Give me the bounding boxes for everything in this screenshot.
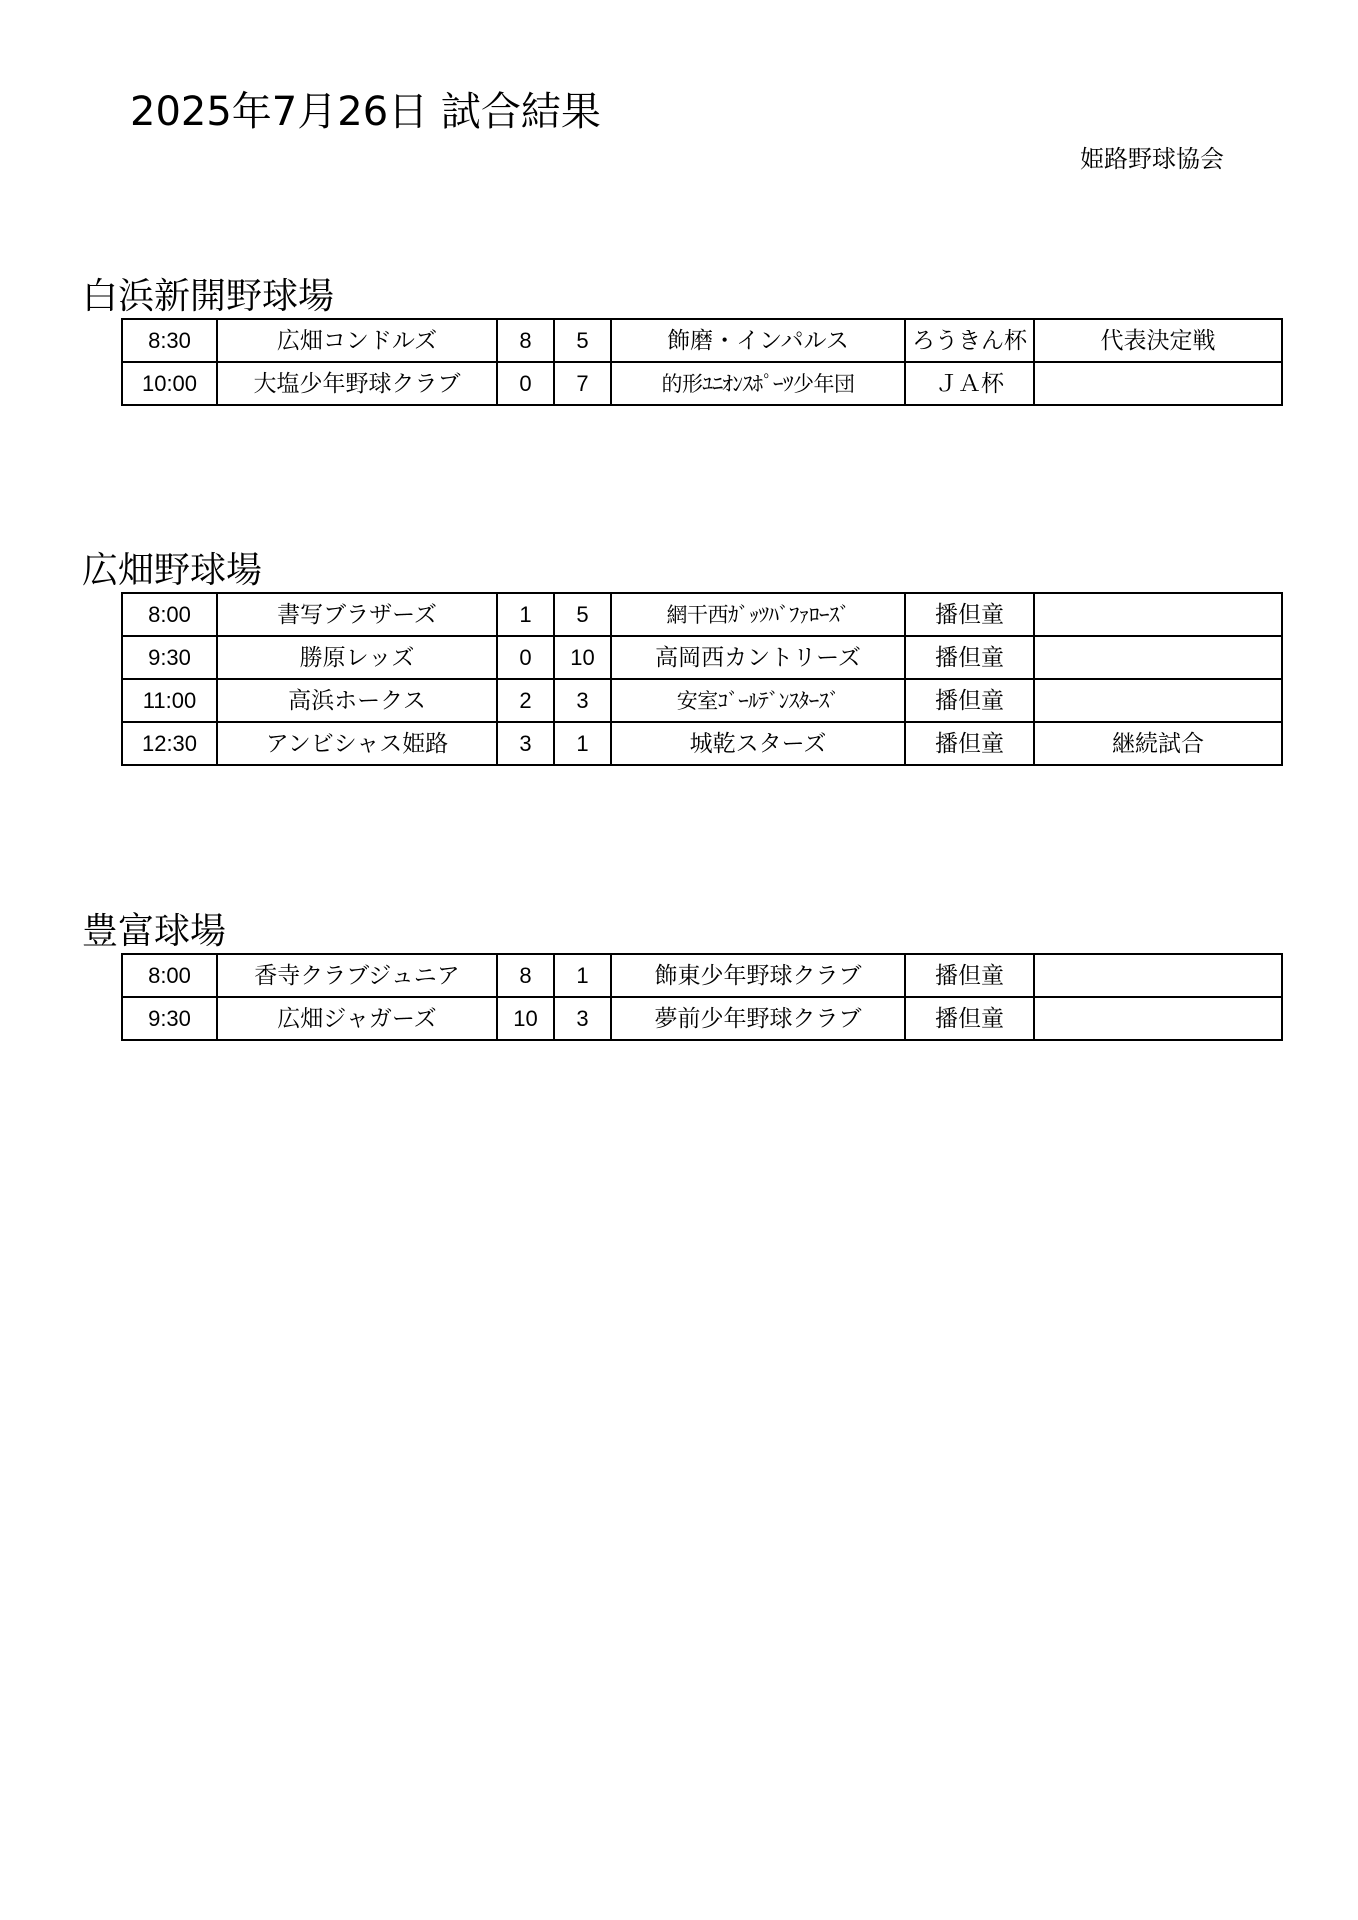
home-score: 1 bbox=[497, 593, 554, 636]
home-team: 高浜ホークス bbox=[217, 679, 497, 722]
cup-name: 播但童 bbox=[905, 679, 1034, 722]
away-team: 高岡西カントリーズ bbox=[611, 636, 905, 679]
organization-name: 姫路野球協会 bbox=[1080, 145, 1224, 173]
away-score: 1 bbox=[554, 722, 611, 765]
game-row bbox=[122, 679, 1282, 722]
venue-name: 広畑野球場 bbox=[82, 550, 263, 591]
home-score: 3 bbox=[497, 722, 554, 765]
game-note: 継続試合 bbox=[1034, 722, 1282, 765]
game-row bbox=[122, 319, 1282, 362]
away-score: 1 bbox=[554, 954, 611, 997]
venue-name: 豊富球場 bbox=[82, 911, 227, 952]
game-row bbox=[122, 636, 1282, 679]
game-time: 11:00 bbox=[122, 679, 217, 722]
game-time: 12:30 bbox=[122, 722, 217, 765]
home-team: 大塩少年野球クラブ bbox=[217, 362, 497, 405]
game-note: 代表決定戦 bbox=[1034, 319, 1282, 362]
home-team: 香寺クラブジュニア bbox=[217, 954, 497, 997]
home-team: 書写ブラザーズ bbox=[217, 593, 497, 636]
home-team: 勝原レッズ bbox=[217, 636, 497, 679]
home-team: 広畑コンドルズ bbox=[217, 319, 497, 362]
cup-name: 播但童 bbox=[905, 593, 1034, 636]
cup-name: ろうきん杯 bbox=[905, 319, 1034, 362]
game-note bbox=[1034, 636, 1282, 679]
game-row bbox=[122, 362, 1282, 405]
game-note bbox=[1034, 362, 1282, 405]
away-team: 飾東少年野球クラブ bbox=[611, 954, 905, 997]
away-team: 城乾スターズ bbox=[611, 722, 905, 765]
cup-name: 播但童 bbox=[905, 954, 1034, 997]
away-score: 5 bbox=[554, 593, 611, 636]
cup-name: ＪＡ杯 bbox=[905, 362, 1034, 405]
away-score: 3 bbox=[554, 997, 611, 1040]
game-time: 9:30 bbox=[122, 997, 217, 1040]
home-score: 8 bbox=[497, 319, 554, 362]
game-note bbox=[1034, 997, 1282, 1040]
home-score: 0 bbox=[497, 636, 554, 679]
game-note bbox=[1034, 954, 1282, 997]
results-table bbox=[121, 592, 1283, 766]
game-row bbox=[122, 722, 1282, 765]
game-time: 8:00 bbox=[122, 954, 217, 997]
page-title: 2025年7月26日 試合結果 bbox=[130, 89, 601, 135]
game-row bbox=[122, 593, 1282, 636]
away-team: 安室ｺﾞｰﾙﾃﾞﾝｽﾀｰｽﾞ bbox=[611, 679, 905, 722]
game-time: 10:00 bbox=[122, 362, 217, 405]
away-team: 的形ﾕﾆｵﾝｽﾎﾟｰﾂ少年団 bbox=[611, 362, 905, 405]
away-score: 10 bbox=[554, 636, 611, 679]
home-score: 2 bbox=[497, 679, 554, 722]
results-table bbox=[121, 318, 1283, 406]
venue-name: 白浜新開野球場 bbox=[82, 276, 335, 317]
home-team: 広畑ジャガーズ bbox=[217, 997, 497, 1040]
game-time: 8:30 bbox=[122, 319, 217, 362]
away-team: 飾磨・インパルス bbox=[611, 319, 905, 362]
results-table bbox=[121, 953, 1283, 1041]
away-score: 7 bbox=[554, 362, 611, 405]
game-note bbox=[1034, 679, 1282, 722]
game-row bbox=[122, 997, 1282, 1040]
away-score: 3 bbox=[554, 679, 611, 722]
away-team: 網干西ｶﾞｯﾂﾊﾞﾌｧﾛｰｽﾞ bbox=[611, 593, 905, 636]
away-team: 夢前少年野球クラブ bbox=[611, 997, 905, 1040]
away-score: 5 bbox=[554, 319, 611, 362]
game-time: 8:00 bbox=[122, 593, 217, 636]
venue-section bbox=[82, 911, 1283, 1041]
cup-name: 播但童 bbox=[905, 722, 1034, 765]
venue-section bbox=[82, 550, 1283, 766]
cup-name: 播但童 bbox=[905, 997, 1034, 1040]
home-score: 10 bbox=[497, 997, 554, 1040]
cup-name: 播但童 bbox=[905, 636, 1034, 679]
game-time: 9:30 bbox=[122, 636, 217, 679]
game-note bbox=[1034, 593, 1282, 636]
home-score: 0 bbox=[497, 362, 554, 405]
venue-section bbox=[82, 276, 1283, 406]
home-score: 8 bbox=[497, 954, 554, 997]
game-row bbox=[122, 954, 1282, 997]
home-team: アンビシャス姫路 bbox=[217, 722, 497, 765]
